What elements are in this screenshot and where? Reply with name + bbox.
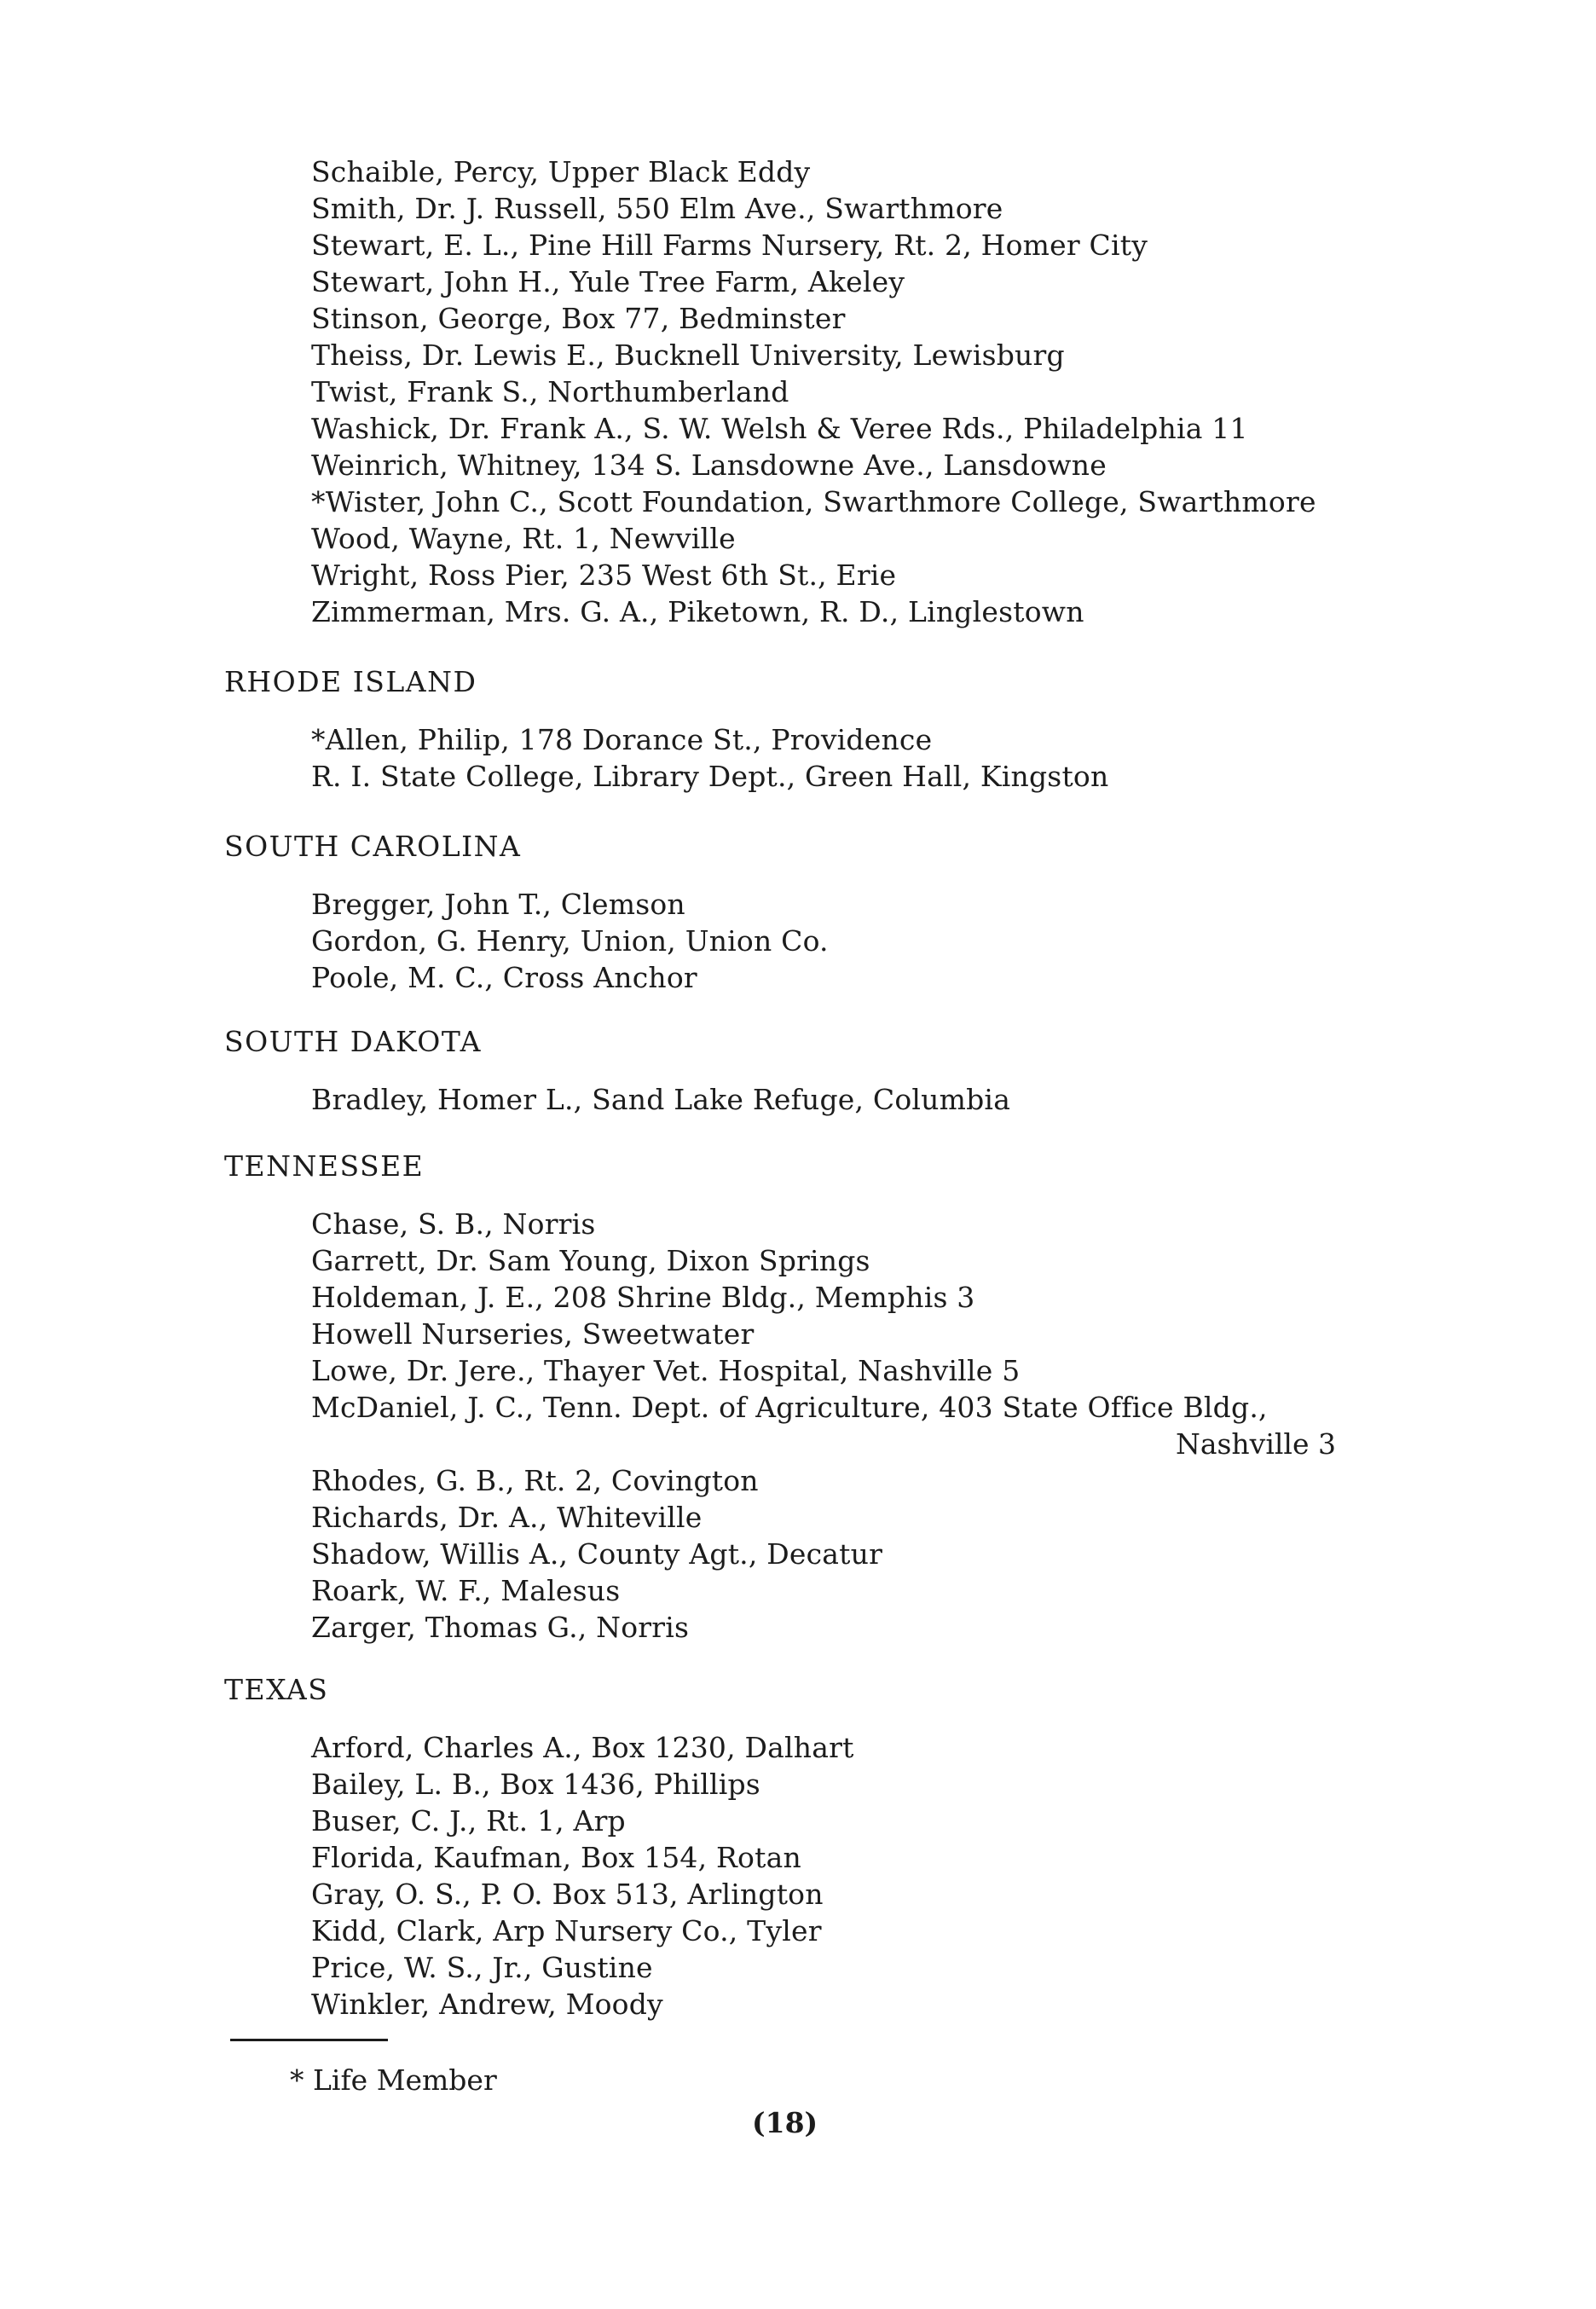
list-item-continuation: Nashville 3 (1175, 1427, 1336, 1461)
list-item: Wood, Wayne, Rt. 1, Newville (311, 522, 736, 555)
list-item: Buser, C. J., Rt. 1, Arp (311, 1804, 626, 1837)
list-item: Florida, Kaufman, Box 154, Rotan (311, 1841, 801, 1874)
list-item: Kidd, Clark, Arp Nursery Co., Tyler (311, 1914, 822, 1947)
section-heading: TENNESSEE (224, 1149, 425, 1183)
list-item: Twist, Frank S., Northumberland (311, 375, 789, 408)
list-item: McDaniel, J. C., Tenn. Dept. of Agriculture, 403 State Office Bldg., (311, 1391, 1268, 1424)
list-item: *Wister, John C., Scott Foundation, Swarthmore College, Swarthmore (311, 485, 1316, 518)
list-item: Rhodes, G. B., Rt. 2, Covington (311, 1464, 759, 1497)
list-item: Garrett, Dr. Sam Young, Dixon Springs (311, 1244, 870, 1277)
list-item: Howell Nurseries, Sweetwater (311, 1317, 755, 1351)
section-heading: TEXAS (224, 1673, 329, 1706)
list-item: Weinrich, Whitney, 134 S. Lansdowne Ave., Lansdowne (311, 448, 1107, 482)
list-item: Arford, Charles A., Box 1230, Dalhart (311, 1731, 854, 1764)
list-item: Bregger, John T., Clemson (311, 888, 685, 921)
list-item: Gray, O. S., P. O. Box 513, Arlington (311, 1878, 824, 1911)
footnote-divider (230, 2039, 388, 2041)
list-item: Price, W. S., Jr., Gustine (311, 1951, 653, 1984)
list-item: Shadow, Willis A., County Agt., Decatur (311, 1537, 883, 1571)
list-item: Winkler, Andrew, Moody (311, 1988, 663, 2021)
section-heading: SOUTH CAROLINA (224, 830, 522, 863)
list-item: Theiss, Dr. Lewis E., Bucknell University, Lewisburg (311, 339, 1065, 372)
list-item: Wright, Ross Pier, 235 West 6th St., Erie (311, 558, 897, 592)
list-item: Lowe, Dr. Jere., Thayer Vet. Hospital, Nashville 5 (311, 1354, 1021, 1387)
list-item: Roark, W. F., Malesus (311, 1574, 621, 1607)
list-item: Smith, Dr. J. Russell, 550 Elm Ave., Swarthmore (311, 192, 1003, 225)
footnote: * Life Member (290, 2063, 497, 2097)
list-item: Zimmerman, Mrs. G. A., Piketown, R. D., Linglestown (311, 595, 1084, 628)
list-item: Gordon, G. Henry, Union, Union Co. (311, 924, 829, 958)
list-item: Stewart, E. L., Pine Hill Farms Nursery, Rt. 2, Homer City (311, 229, 1148, 262)
list-item: *Allen, Philip, 178 Dorance St., Providence (311, 723, 933, 756)
list-item: R. I. State College, Library Dept., Green Hall, Kingston (311, 760, 1109, 793)
list-item: Bailey, L. B., Box 1436, Phillips (311, 1768, 760, 1801)
list-item: Stewart, John H., Yule Tree Farm, Akeley (311, 265, 905, 298)
section-heading: SOUTH DAKOTA (224, 1025, 482, 1058)
list-item: Holdeman, J. E., 208 Shrine Bldg., Memphis 3 (311, 1281, 975, 1314)
page-number: (18) (752, 2106, 818, 2139)
list-item: Chase, S. B., Norris (311, 1207, 596, 1241)
list-item: Bradley, Homer L., Sand Lake Refuge, Columbia (311, 1083, 1011, 1116)
list-item: Washick, Dr. Frank A., S. W. Welsh & Veree Rds., Philadelphia 11 (311, 412, 1248, 445)
list-item: Richards, Dr. A., Whiteville (311, 1501, 703, 1534)
list-item: Schaible, Percy, Upper Black Eddy (311, 155, 811, 188)
list-item: Poole, M. C., Cross Anchor (311, 961, 697, 994)
section-heading: RHODE ISLAND (224, 665, 477, 698)
list-item: Stinson, George, Box 77, Bedminster (311, 302, 846, 335)
list-item: Zarger, Thomas G., Norris (311, 1611, 690, 1644)
